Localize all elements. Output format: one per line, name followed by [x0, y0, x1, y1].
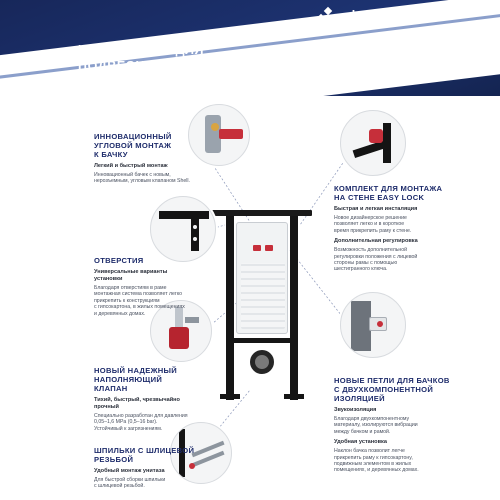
feature-text: Благодаря отверстиям в раме монтажная система позволяет легко прикрепить к конструкциям с гипсокартона, в жилых помещениях и деревянных домах. [94, 285, 185, 317]
valve-connector-icon [265, 245, 273, 251]
frame-holes-detail-image [150, 196, 216, 262]
feature-fill-valve [94, 366, 198, 432]
feature-text: Возможность дополнительной регулировки положения с лицевой стороны рамы с помощью шестигранного ключа. [334, 247, 418, 273]
drain-outlet [250, 350, 274, 374]
feature-subtitle: Легкий и быстрый монтаж [94, 163, 168, 169]
tank-ribbing [241, 263, 285, 329]
feature-subtitle: Дополнительная регулировка [334, 238, 418, 245]
feature-easy-lock [334, 184, 452, 273]
feature-subtitle: Быстрая и легкая инсталяция [334, 206, 418, 212]
feature-subtitle: Тихий, быстрый, чрезвычайно прочный [94, 397, 180, 410]
feature-title: ОТВЕРСТИЯ [94, 256, 144, 265]
hinges-detail-image [340, 292, 406, 358]
valve-connector-icon [253, 245, 261, 251]
feature-subtitle: Звукоизоляция [334, 407, 377, 413]
feature-title: КОМПЛЕКТ ДЛЯ МОНТАЖА НА СТЕНЕ EASY LOCK [334, 184, 443, 202]
feature-title: НОВЫЙ НАДЕЖНЫЙ НАПОЛНЯЮЩИЙ КЛАПАН [94, 366, 178, 393]
page-title: ИНСТАЛЯЦИЯ ДЛЯ ПОДВЕСНОГО УНИТАЗА [78, 43, 241, 73]
feature-text: Специально разработан для давления 0,05–1,6 MPa (0,5–16 bar). Устойчивый к загрязнениям. [94, 413, 188, 432]
feature-subtitle: Удобный монтаж унитаза [94, 468, 165, 474]
frame-right-leg [290, 210, 298, 400]
feature-text: Для быстрой сборки шпильки с шлицевой резьбой. [94, 477, 166, 490]
easy-lock-detail-image [340, 110, 406, 176]
feature-corner-valve [94, 132, 194, 185]
feature-title: НОВЫЕ ПЕТЛИ ДЛЯ БАЧКОВ С ДВУХКОМПОНЕНТНОЙ ИЗОЛЯЦИЕЙ [334, 376, 450, 403]
installation-frame-image [212, 210, 312, 400]
frame-foot-right [284, 394, 304, 399]
feature-title: ИННОВАЦИОННЫЙ УГЛОВОЙ МОНТАЖ К БАЧКУ [94, 132, 172, 159]
brand-name: deante [344, 7, 414, 29]
feature-studs [94, 446, 198, 490]
feature-title: ШПИЛЬКИ С ШЛИЦЕВОЙ РЕЗЬБОЙ [94, 446, 195, 464]
header-white-sweep [0, 0, 500, 96]
feature-text: Благодаря двухкомпонентному материалу, изолируются вибрации между бачком и рамой. [334, 416, 418, 435]
feature-text: Новое дизайнерское решение позволяет легко и в короткое время прикрепить раму к стене. [334, 215, 412, 234]
frame-foot-left [220, 394, 240, 399]
feature-holes [94, 256, 194, 317]
frame-top-rail [212, 210, 312, 216]
corner-valve-detail-image [188, 104, 250, 166]
brand-logo [318, 7, 414, 29]
frame-left-leg [226, 210, 234, 400]
feature-text: Инновационный бачек с новым, нерозъемным, угловым клапаном Shell. [94, 172, 190, 185]
feature-subtitle: Удобная установка [334, 439, 387, 446]
feature-subtitle: Универсальные варианты установки [94, 269, 168, 282]
frame-cross-bar [226, 338, 298, 343]
cistern-tank [236, 222, 288, 334]
feature-hinges [334, 376, 454, 474]
feature-text: Наклон бачка позволит легче прикрепить раму к гипсокартону, подвижным элементом в жилых помещениях, и деревянных домах. [334, 448, 419, 474]
header-banner [0, 0, 500, 96]
flower-logo-icon [318, 8, 338, 28]
